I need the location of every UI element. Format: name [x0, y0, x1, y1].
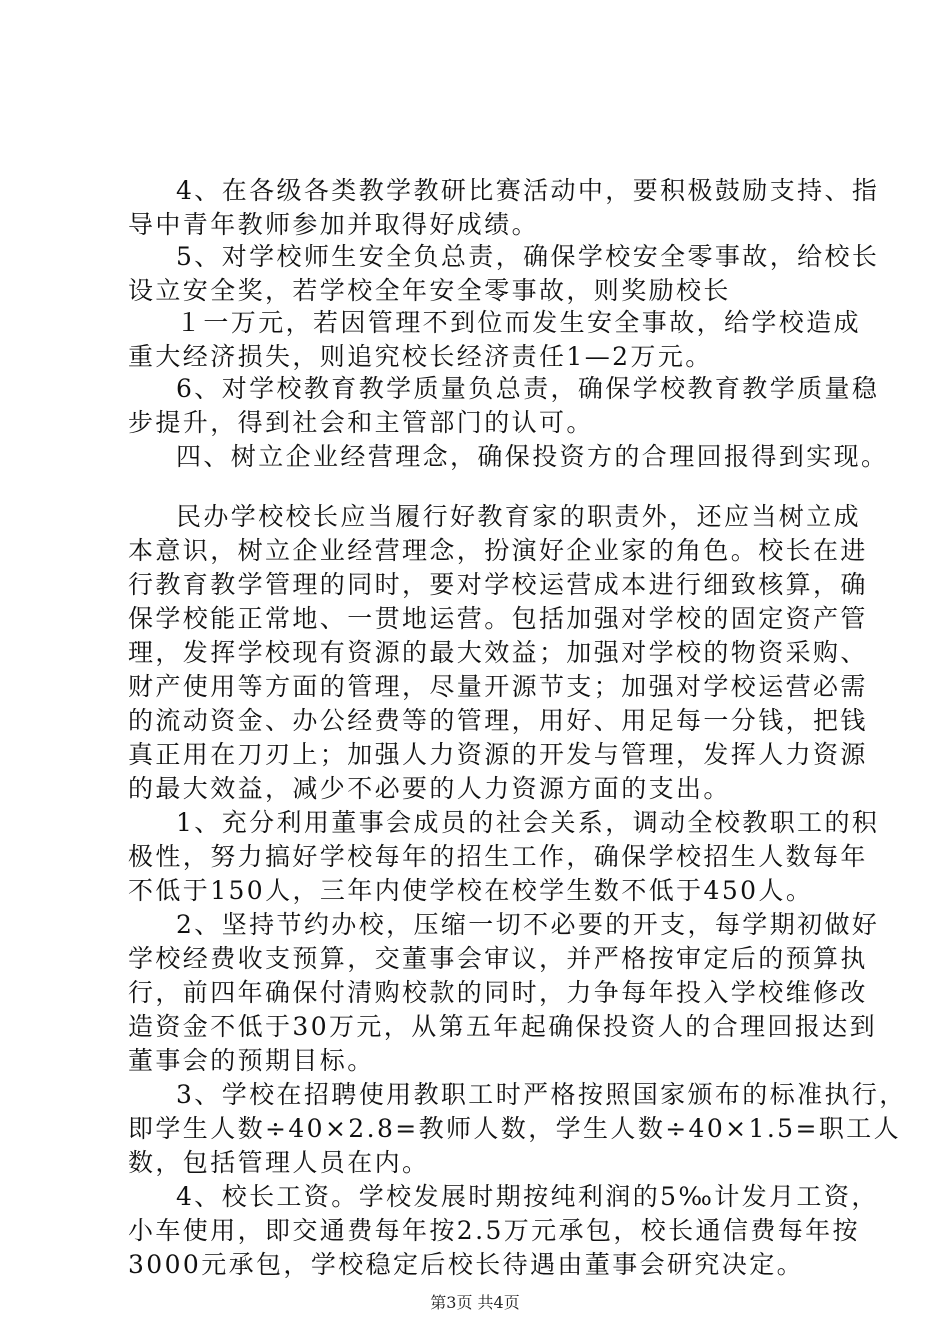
intro-paragraph-line-7: 的流动资金、办公经费等的管理，用好、用足每一分钱，把钱 — [128, 706, 868, 735]
paragraph-item-6-line-2: 步提升，得到社会和主管部门的认可。 — [128, 408, 594, 437]
paragraph-item-5-line-2: 设立安全奖，若学校全年安全零事故，则奖励校长 — [128, 276, 731, 305]
intro-paragraph-line-9: 的最大效益，减少不必要的人力资源方面的支出。 — [128, 774, 731, 803]
intro-paragraph-line-3: 行教育教学管理的同时，要对学校运营成本进行细致核算，确 — [128, 570, 868, 599]
point-2-line-4: 造资金不低于30万元，从第五年起确保投资人的合理回报达到 — [128, 1012, 878, 1041]
point-1-line-2: 极性，努力搞好学校每年的招生工作，确保学校招生人数每年 — [128, 842, 868, 871]
point-2-line-3: 行，前四年确保付清购校款的同时，力争每年投入学校维修改 — [128, 978, 868, 1007]
intro-paragraph-line-4: 保学校能正常地、一贯地运营。包括加强对学校的固定资产管 — [128, 604, 868, 633]
paragraph-item-6-line-1: 6、对学校教育教学质量负总责，确保学校教育教学质量稳 — [176, 374, 880, 403]
section-heading-4: 四、树立企业经营理念，确保投资方的合理回报得到实现。 — [176, 442, 889, 471]
page-footer: 第3页 共4页 — [430, 1293, 520, 1312]
paragraph-item-5b-line-1: １一万元，若因管理不到位而发生安全事故，给学校造成 — [176, 308, 862, 337]
intro-paragraph-line-5: 理，发挥学校现有资源的最大效益；加强对学校的物资采购、 — [128, 638, 868, 667]
point-3-line-2: 即学生人数÷40×2.8=教师人数，学生人数÷40×1.5=职工人 — [128, 1114, 902, 1143]
point-4-line-3: 3000元承包，学校稳定后校长待遇由董事会研究决定。 — [128, 1250, 805, 1279]
paragraph-item-4-line-2: 导中青年教师参加并取得好成绩。 — [128, 210, 540, 239]
point-2-line-5: 董事会的预期目标。 — [128, 1046, 375, 1075]
point-3-line-3: 数，包括管理人员在内。 — [128, 1148, 430, 1177]
point-2-line-2: 学校经费收支预算，交董事会审议，并严格按审定后的预算执 — [128, 944, 868, 973]
point-2-line-1: 2、坚持节约办校，压缩一切不必要的开支，每学期初做好 — [176, 910, 880, 939]
intro-paragraph-line-1: 民办学校校长应当履行好教育家的职责外，还应当树立成 — [176, 502, 862, 531]
point-1-line-3: 不低于150人，三年内使学校在校学生数不低于450人。 — [128, 876, 814, 905]
point-4-line-1: 4、校长工资。学校发展时期按纯利润的5‰计发月工资， — [176, 1182, 879, 1211]
intro-paragraph-line-8: 真正用在刀刃上；加强人力资源的开发与管理，发挥人力资源 — [128, 740, 868, 769]
intro-paragraph-line-6: 财产使用等方面的管理，尽量开源节支；加强对学校运营必需 — [128, 672, 868, 701]
point-1-line-1: 1、充分利用董事会成员的社会关系，调动全校教职工的积 — [176, 808, 880, 837]
paragraph-item-5b-line-2: 重大经济损失，则追究校长经济责任1—2万元。 — [128, 342, 713, 371]
paragraph-item-4-line-1: 4、在各级各类教学教研比赛活动中，要积极鼓励支持、指 — [176, 176, 880, 205]
point-3-line-1: 3、学校在招聘使用教职工时严格按照国家颁布的标准执行， — [176, 1080, 907, 1109]
intro-paragraph-line-2: 本意识，树立企业经营理念，扮演好企业家的角色。校长在进 — [128, 536, 868, 565]
paragraph-item-5-line-1: 5、对学校师生安全负总责，确保学校安全零事故，给校长 — [176, 242, 880, 271]
point-4-line-2: 小车使用，即交通费每年按2.5万元承包，校长通信费每年按 — [128, 1216, 860, 1245]
